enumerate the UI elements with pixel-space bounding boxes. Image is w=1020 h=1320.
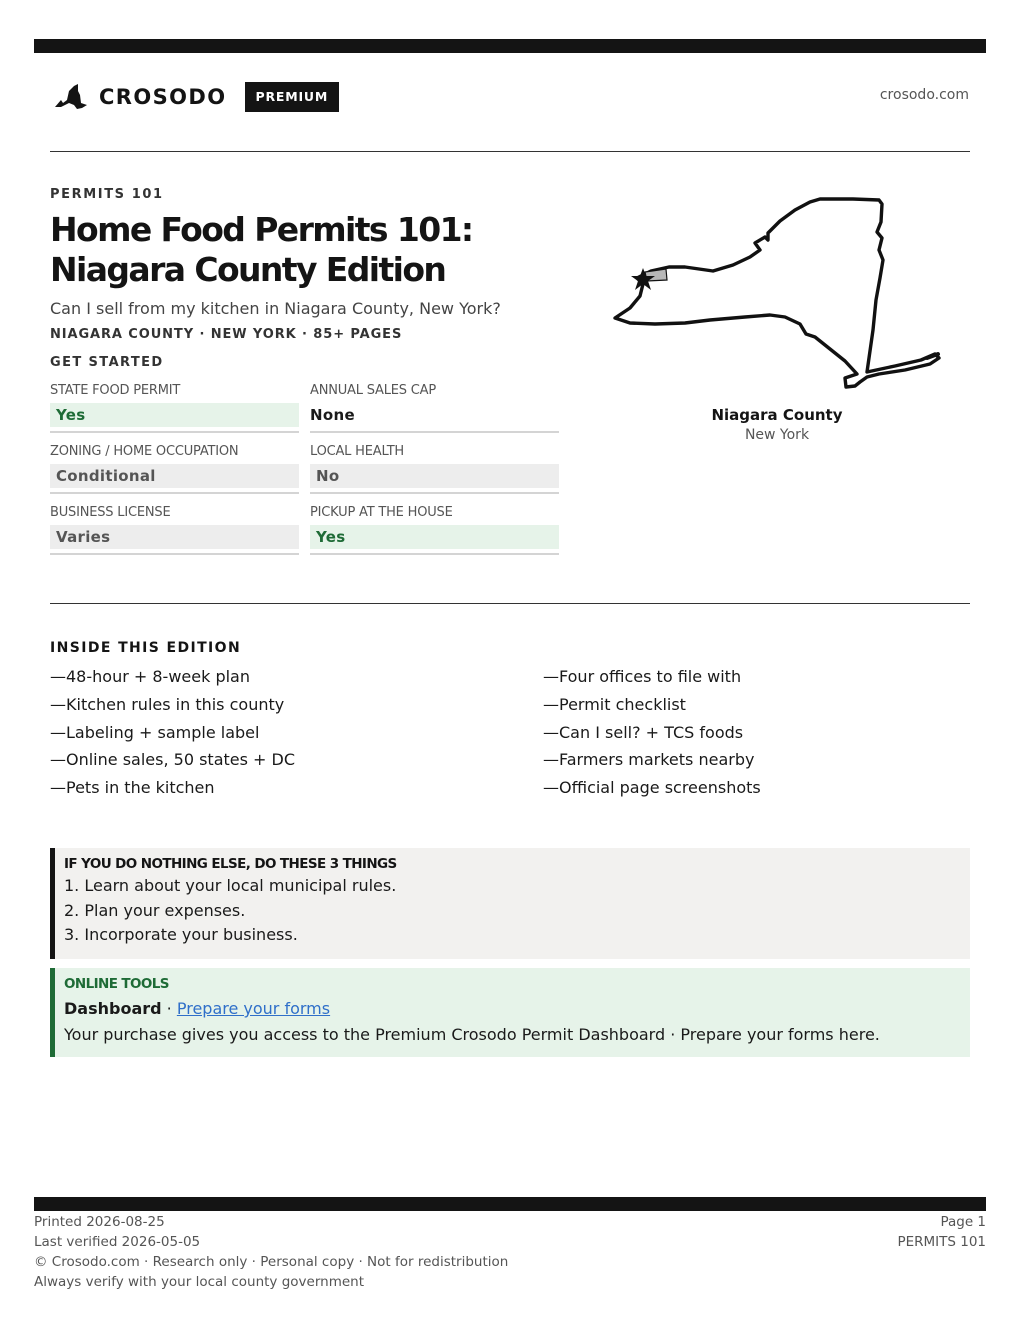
todo-item: 3. Incorporate your business. — [64, 925, 298, 944]
state-outline — [615, 199, 939, 387]
top-rule-bar — [34, 39, 986, 53]
contents-item: —Online sales, 50 states + DC — [50, 750, 296, 770]
premium-badge: PREMIUM — [245, 82, 340, 112]
fact-zoning — [50, 444, 299, 505]
map-caption — [677, 405, 877, 445]
fact-underline — [50, 553, 299, 555]
page-subtitle: Can I sell from my kitchen in Niagara County, New York? — [50, 299, 501, 318]
printed-date: Printed 2026-08-25 — [34, 1214, 165, 1230]
todo-item: 1. Learn about your local municipal rules. — [64, 876, 397, 895]
footer-right — [897, 1212, 986, 1252]
contents-list-right — [543, 665, 761, 804]
footer-section-name: PERMITS 101 — [897, 1234, 986, 1250]
inside-edition-heading: INSIDE THIS EDITION — [50, 640, 242, 656]
fact-business-license — [50, 505, 299, 566]
copyright-notice: © Crosodo.com · Research only · Personal copy · Not for redistribution — [34, 1254, 509, 1270]
fact-label: ZONING / HOME OCCUPATION — [50, 444, 239, 459]
fact-label: STATE FOOD PERMIT — [50, 383, 181, 398]
get-started-heading: GET STARTED — [50, 355, 164, 370]
page-title: Home Food Permits 101: Niagara County Edition — [50, 210, 473, 289]
fact-underline — [310, 492, 559, 494]
new-york-state-map — [605, 190, 955, 395]
separator: · — [161, 999, 177, 1018]
online-tools-callout — [50, 968, 970, 1057]
section-divider — [50, 151, 970, 152]
last-verified-date: Last verified 2026-05-05 — [34, 1234, 201, 1250]
fact-underline — [310, 553, 559, 555]
section-divider — [50, 603, 970, 604]
page-number: Page 1 — [940, 1214, 986, 1230]
fact-underline — [310, 431, 559, 433]
callout-title: ONLINE TOOLS — [64, 976, 169, 992]
contents-item: —48-hour + 8-week plan — [50, 667, 250, 686]
fact-label: BUSINESS LICENSE — [50, 505, 171, 520]
site-url: crosodo.com — [879, 87, 969, 103]
dashboard-label: Dashboard — [64, 999, 162, 1018]
fact-label: PICKUP AT THE HOUSE — [310, 505, 453, 520]
contents-item: —Kitchen rules in this county — [50, 694, 285, 714]
map-state-name: New York — [744, 427, 810, 443]
contents-item: —Labeling + sample label — [50, 722, 260, 742]
fact-underline — [50, 431, 299, 433]
footer-left — [34, 1212, 508, 1292]
callout-title: IF YOU DO NOTHING ELSE, DO THESE 3 THINGS — [64, 856, 397, 872]
contents-item: —Official page screenshots — [543, 778, 761, 798]
permit-facts-grid — [50, 383, 559, 566]
fact-label: LOCAL HEALTH — [310, 444, 405, 459]
fact-value: Yes — [50, 403, 299, 427]
contents-item: —Can I sell? + TCS foods — [543, 722, 744, 742]
fact-pickup-at-house — [310, 505, 559, 566]
fact-state-food-permit — [50, 383, 299, 444]
fact-value: Yes — [310, 525, 559, 549]
contents-item: —Farmers markets nearby — [543, 750, 755, 770]
fact-underline — [50, 492, 299, 494]
bottom-rule-bar — [34, 1197, 986, 1211]
edition-meta: NIAGARA COUNTY · NEW YORK · 85+ PAGES — [50, 327, 403, 342]
section-kicker: PERMITS 101 — [50, 187, 164, 202]
contents-item: —Permit checklist — [543, 694, 686, 714]
contents-item: —Four offices to file with — [543, 667, 742, 686]
dashboard-line — [64, 997, 970, 1021]
brand-name: CROSODO — [99, 85, 227, 109]
fact-value: None — [310, 406, 355, 424]
dashboard-description: Your purchase gives you access to the Premium Crosodo Permit Dashboard · Prepare your forms here. — [64, 1025, 880, 1044]
verify-disclaimer: Always verify with your local county government — [34, 1274, 364, 1290]
brand-header — [54, 82, 339, 112]
fact-label: ANNUAL SALES CAP — [310, 383, 436, 398]
todo-item: 2. Plan your expenses. — [64, 900, 246, 920]
fact-value: Varies — [50, 525, 299, 549]
new-york-state-silhouette-icon — [54, 83, 88, 111]
fact-value: No — [310, 464, 559, 488]
fact-local-health — [310, 444, 559, 505]
fact-value: Conditional — [50, 464, 299, 488]
fact-annual-sales-cap — [310, 383, 559, 444]
prepare-forms-link[interactable]: Prepare your forms — [176, 999, 331, 1018]
three-things-callout — [50, 848, 970, 959]
contents-list-left — [50, 665, 295, 804]
map-county-name: Niagara County — [711, 406, 843, 424]
contents-item: —Pets in the kitchen — [50, 778, 215, 798]
